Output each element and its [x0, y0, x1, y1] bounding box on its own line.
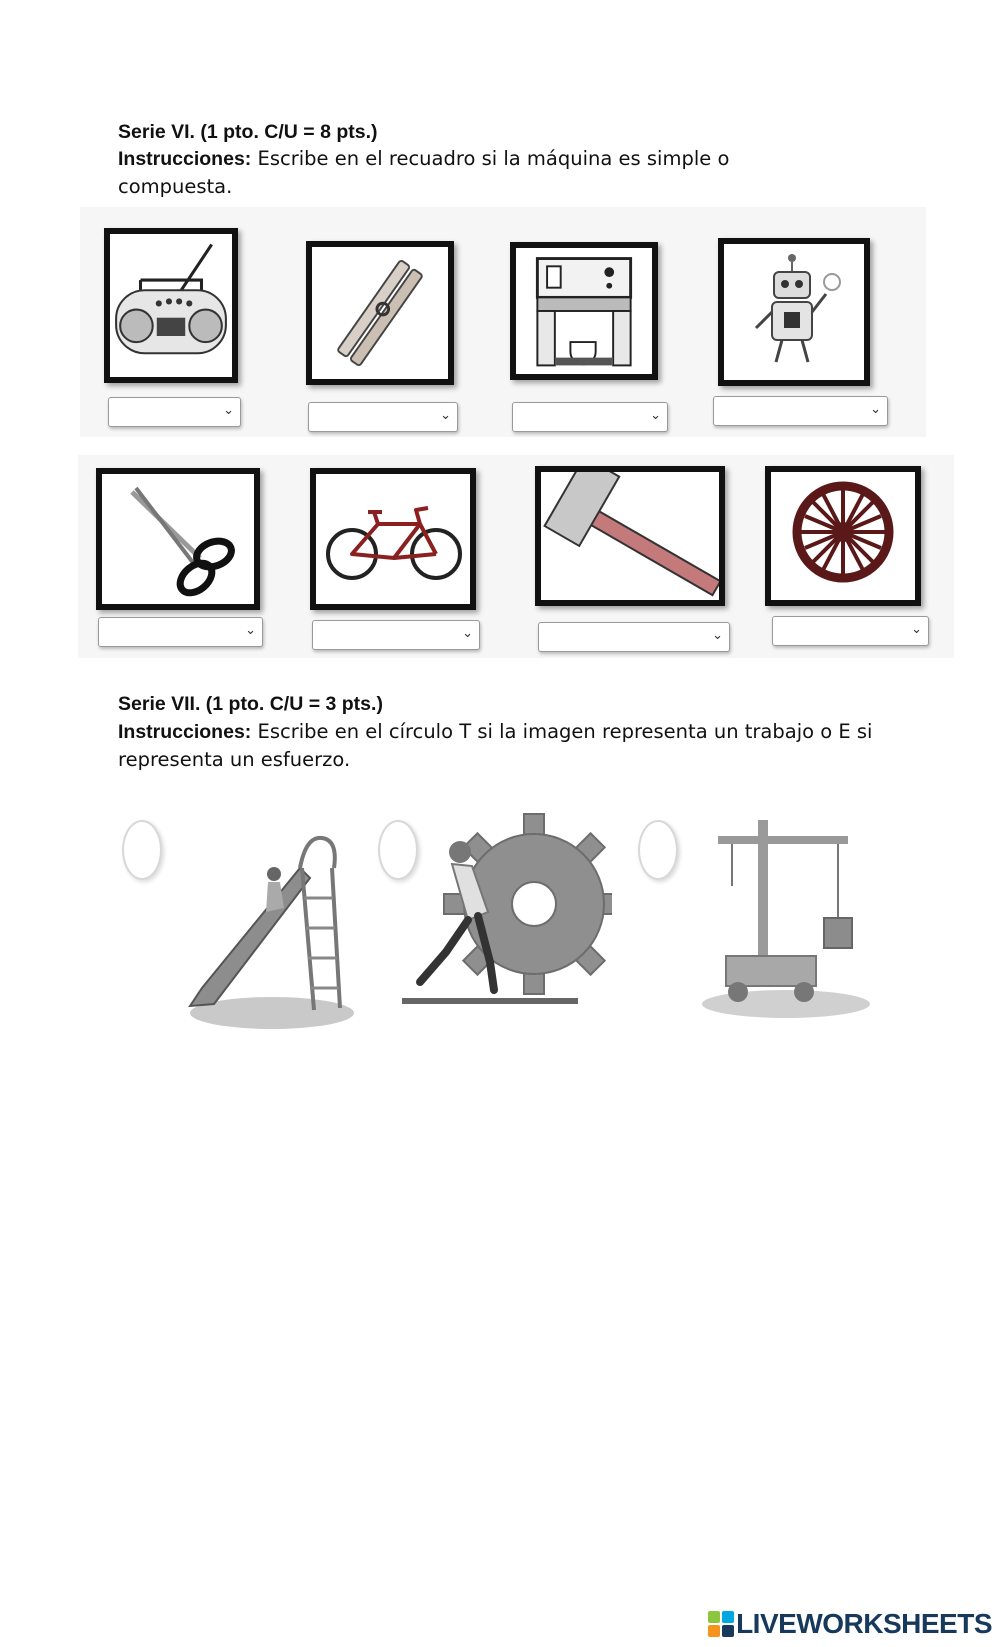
scissors-picture [96, 468, 260, 610]
crane-picture [698, 806, 874, 1024]
robot-icon [724, 244, 864, 380]
series7-instructions-label: Instrucciones: [118, 721, 252, 743]
answer-dropdown-bicycle[interactable] [312, 620, 480, 650]
chevron-down-icon: ⌄ [223, 403, 234, 418]
hammer-icon [541, 472, 719, 600]
liveworksheets-logo [708, 1609, 992, 1639]
bicycle-icon [316, 474, 470, 604]
wheel-icon [771, 472, 915, 600]
robot-picture [718, 238, 870, 386]
crane-icon [698, 806, 874, 1024]
chevron-down-icon: ⌄ [650, 408, 661, 423]
brand-blocks-icon [708, 1611, 734, 1637]
answer-circle-slide[interactable] [122, 820, 162, 880]
series6-instructions-text: Escribe en el recuadro si la máquina es simple o compuesta. [118, 147, 730, 198]
answer-dropdown-robot[interactable] [713, 396, 888, 426]
scissors-icon [102, 474, 254, 604]
coffee-machine-picture [510, 242, 658, 380]
chevron-down-icon: ⌄ [440, 408, 451, 423]
chevron-down-icon: ⌄ [870, 402, 881, 417]
pushing-gear-picture [402, 812, 612, 1012]
answer-dropdown-radio[interactable] [108, 397, 241, 427]
series7-instructions-text: Escribe en el círculo T si la imagen representa un trabajo o E si representa un esfuerzo. [118, 720, 873, 771]
answer-dropdown-clothespin[interactable] [308, 402, 458, 432]
answer-dropdown-wheel[interactable] [772, 616, 929, 646]
radio-icon [110, 234, 232, 377]
wheel-picture [765, 466, 921, 606]
slide-icon [182, 828, 354, 1032]
answer-dropdown-hammer[interactable] [538, 622, 730, 652]
chevron-down-icon: ⌄ [911, 622, 922, 637]
chevron-down-icon: ⌄ [462, 626, 473, 641]
coffee-machine-icon [516, 248, 652, 374]
clothespin-icon [312, 247, 448, 379]
clothespin-picture [306, 241, 454, 385]
series6-instructions [118, 145, 758, 200]
pushing-gear-icon [402, 812, 612, 1012]
series7-title: Serie VII. (1 pto. C/U = 3 pts.) [118, 693, 383, 715]
bicycle-picture [310, 468, 476, 610]
series7-instructions [118, 718, 898, 773]
answer-dropdown-coffee-machine[interactable] [512, 402, 668, 432]
radio-picture [104, 228, 238, 383]
brand-name: LIVEWORKSHEETS [736, 1608, 992, 1639]
chevron-down-icon: ⌄ [712, 628, 723, 643]
chevron-down-icon: ⌄ [245, 623, 256, 638]
series6-instructions-label: Instrucciones: [118, 148, 252, 170]
series6-title: Serie VI. (1 pto. C/U = 8 pts.) [118, 121, 378, 143]
slide-picture [182, 828, 354, 1032]
answer-circle-crane[interactable] [638, 820, 678, 880]
hammer-picture [535, 466, 725, 606]
answer-dropdown-scissors[interactable] [98, 617, 263, 647]
